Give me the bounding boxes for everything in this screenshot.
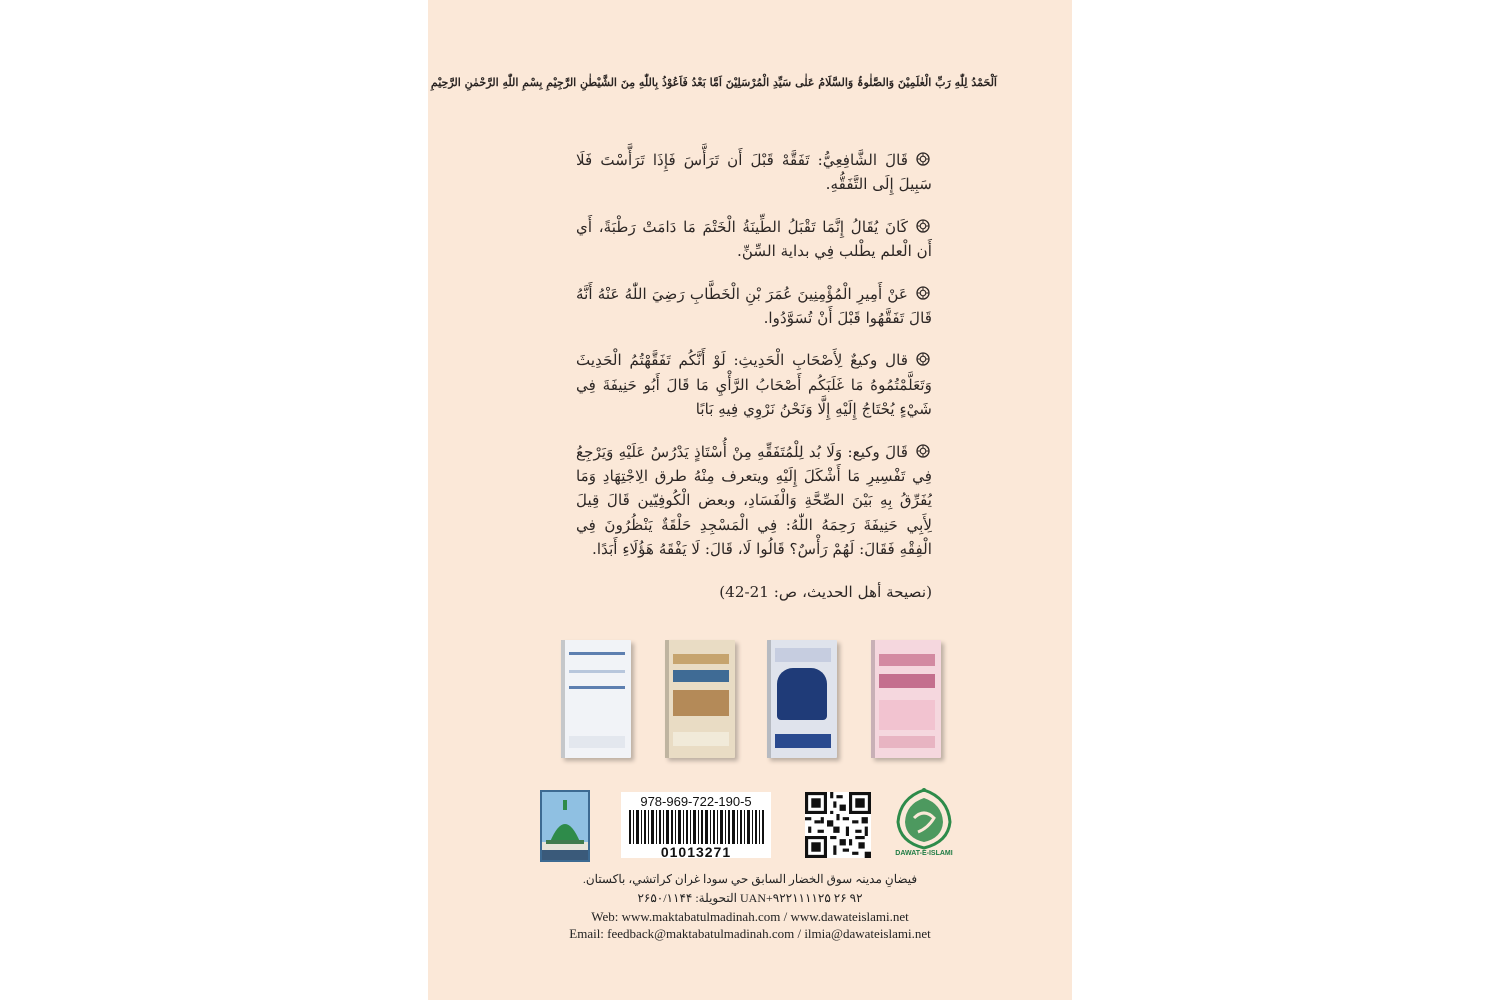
isbn-number: 978-969-722-190-5 xyxy=(640,794,752,809)
isbn-barcode xyxy=(621,792,771,858)
qr-code xyxy=(805,792,871,858)
quotes-section xyxy=(576,148,932,622)
ornament-bullet-icon xyxy=(914,351,932,367)
ornament-bullet-icon xyxy=(914,285,932,301)
maktaba-madina-logo xyxy=(540,790,590,862)
quote-paragraph xyxy=(576,148,932,197)
quote-text: كَانَ يُقَالُ إِنَّمَا تَقْبَلُ الطِّينَةُ الْخَتْمَ مَا دَامَتْ رَطْبَةً، أَي أَن الْعلم يطْلب فِي بداية السِّنِّ. xyxy=(576,217,932,261)
email-line: Email: feedback@maktabatulmadinah.com / ilmia@dawateislami.net xyxy=(569,926,931,941)
quote-text: قَالَ وكيع: وَلَا بُد لِلْمُتَفَقِّهِ مِنْ أُسْتَاذٍ يَدْرُسُ عَلَيْهِ وَيَرْجِعُ فِي تَفْسِيرِ مَا أَشْكَلَ إِلَيْهِ ويتعرف مِنْهُ طرق الِاجْتِهَادِ وَمَا يُفَرِّقُ بِهِ بَيْنَ الصِّحَّةِ وَالْفَسَادِ، وبعض الْكُوفِيّين قَالَ قِيلَ لِأَبِي حَنِيفَةَ رَحِمَهُ اللّٰهُ: فِي الْمَسْجِدِ حَلْقَةٌ يَنْظُرُونَ فِي الْفِقْهِ فَقَالَ: لَهُمْ رَأْسٌ؟ قَالُوا لَا، قَالَ: لَا يَفْقَهُ هَؤُلَاءِ أَبَدًا. xyxy=(576,442,932,559)
quote-text: قَالَ الشَّافِعِيُّ: تَفَقَّهْ قَبْلَ أَن تَرَأَّسَ فَإِذَا تَرَأَّسْتَ فَلَا سَبِيلَ إِلَى التَّفَقُّهِ. xyxy=(576,151,932,194)
book-cover-thumbnail xyxy=(665,640,735,758)
footer-logos xyxy=(540,788,960,863)
quote-text: عَنْ أَمِيرِ الْمُؤْمِنِينَ عُمَرَ بْنِ الْخَطَّابِ رَضِيَ اللّٰهُ عَنْهُ أَنَّهُ قَالَ تَفَقَّهُوا قَبْلَ أَنْ تُسَوَّدُوا. xyxy=(576,284,932,328)
dawat-e-islami-logo xyxy=(888,788,960,863)
source-citation: (نصيحة أهل الحديث، ص: 21-42) xyxy=(719,582,932,601)
ornament-bullet-icon xyxy=(914,151,932,167)
dawat-label: DAWAT-E-ISLAMI xyxy=(895,850,953,857)
dawat-emblem-icon xyxy=(888,788,960,850)
website-line: Web: www.maktabatulmadinah.com / www.dawateislami.net xyxy=(591,909,909,924)
book-cover-thumbnail xyxy=(767,640,837,758)
contact-info xyxy=(540,870,960,942)
green-dome-icon xyxy=(542,792,588,860)
ornament-bullet-icon xyxy=(914,443,932,459)
book-cover-thumbnail xyxy=(871,640,941,758)
quote-paragraph xyxy=(576,440,932,562)
book-cover-thumbnail xyxy=(561,640,631,758)
uan-line: UAN+۹۲۲۱۱۱۱۲۵ ۲۶ ۹۲ التحویلة: ۲۶۵۰/۱۱۴۴ xyxy=(637,891,863,905)
barcode-icon xyxy=(621,810,771,844)
related-books-row xyxy=(561,640,941,760)
quote-text: قال وكيعٌ لِأَصْحَابِ الْحَدِيثِ: لَوْ أَنَّكُم تَفَقَّهْتُمُ الْحَدِيثَ وَتَعَلَّمْتُمُوهُ مَا غَلَبَكُم أَصْحَابُ الرَّأْيِ مَا قَالَ أَبُو حَنِيفَةَ فِي شَيْءٍ يُحْتَاجُ إِلَيْهِ إِلَّا وَنَحْنُ نَرْوِي فِيهِ بَابًا xyxy=(576,351,932,419)
bismillah-header: اَلْحَمْدُ لِلّٰهِ رَبِّ الْعٰلَمِیْنَ وَالصَّلٰوۃُ وَالسَّلَامُ عَلٰی سَیِّدِ الْمُرْسَلِیْنَ اَمَّا بَعْدُ فَاَعُوْذُ بِاللّٰهِ مِنَ الشَّیْطٰنِ الرَّجِیْمِ بِسْمِ اللّٰهِ الرَّحْمٰنِ الرَّحِیْمِ xyxy=(430,76,997,89)
address-line: فیضانِ مدینہ سوق الخضار السابق حي سودا غران کراتشي، باکستان. xyxy=(582,872,918,886)
quote-paragraph xyxy=(576,215,932,264)
quote-paragraph xyxy=(576,282,932,331)
ornament-bullet-icon xyxy=(914,218,932,234)
quote-paragraph xyxy=(576,348,932,421)
qr-code-icon xyxy=(805,792,871,858)
barcode-number: 01013271 xyxy=(660,844,732,860)
